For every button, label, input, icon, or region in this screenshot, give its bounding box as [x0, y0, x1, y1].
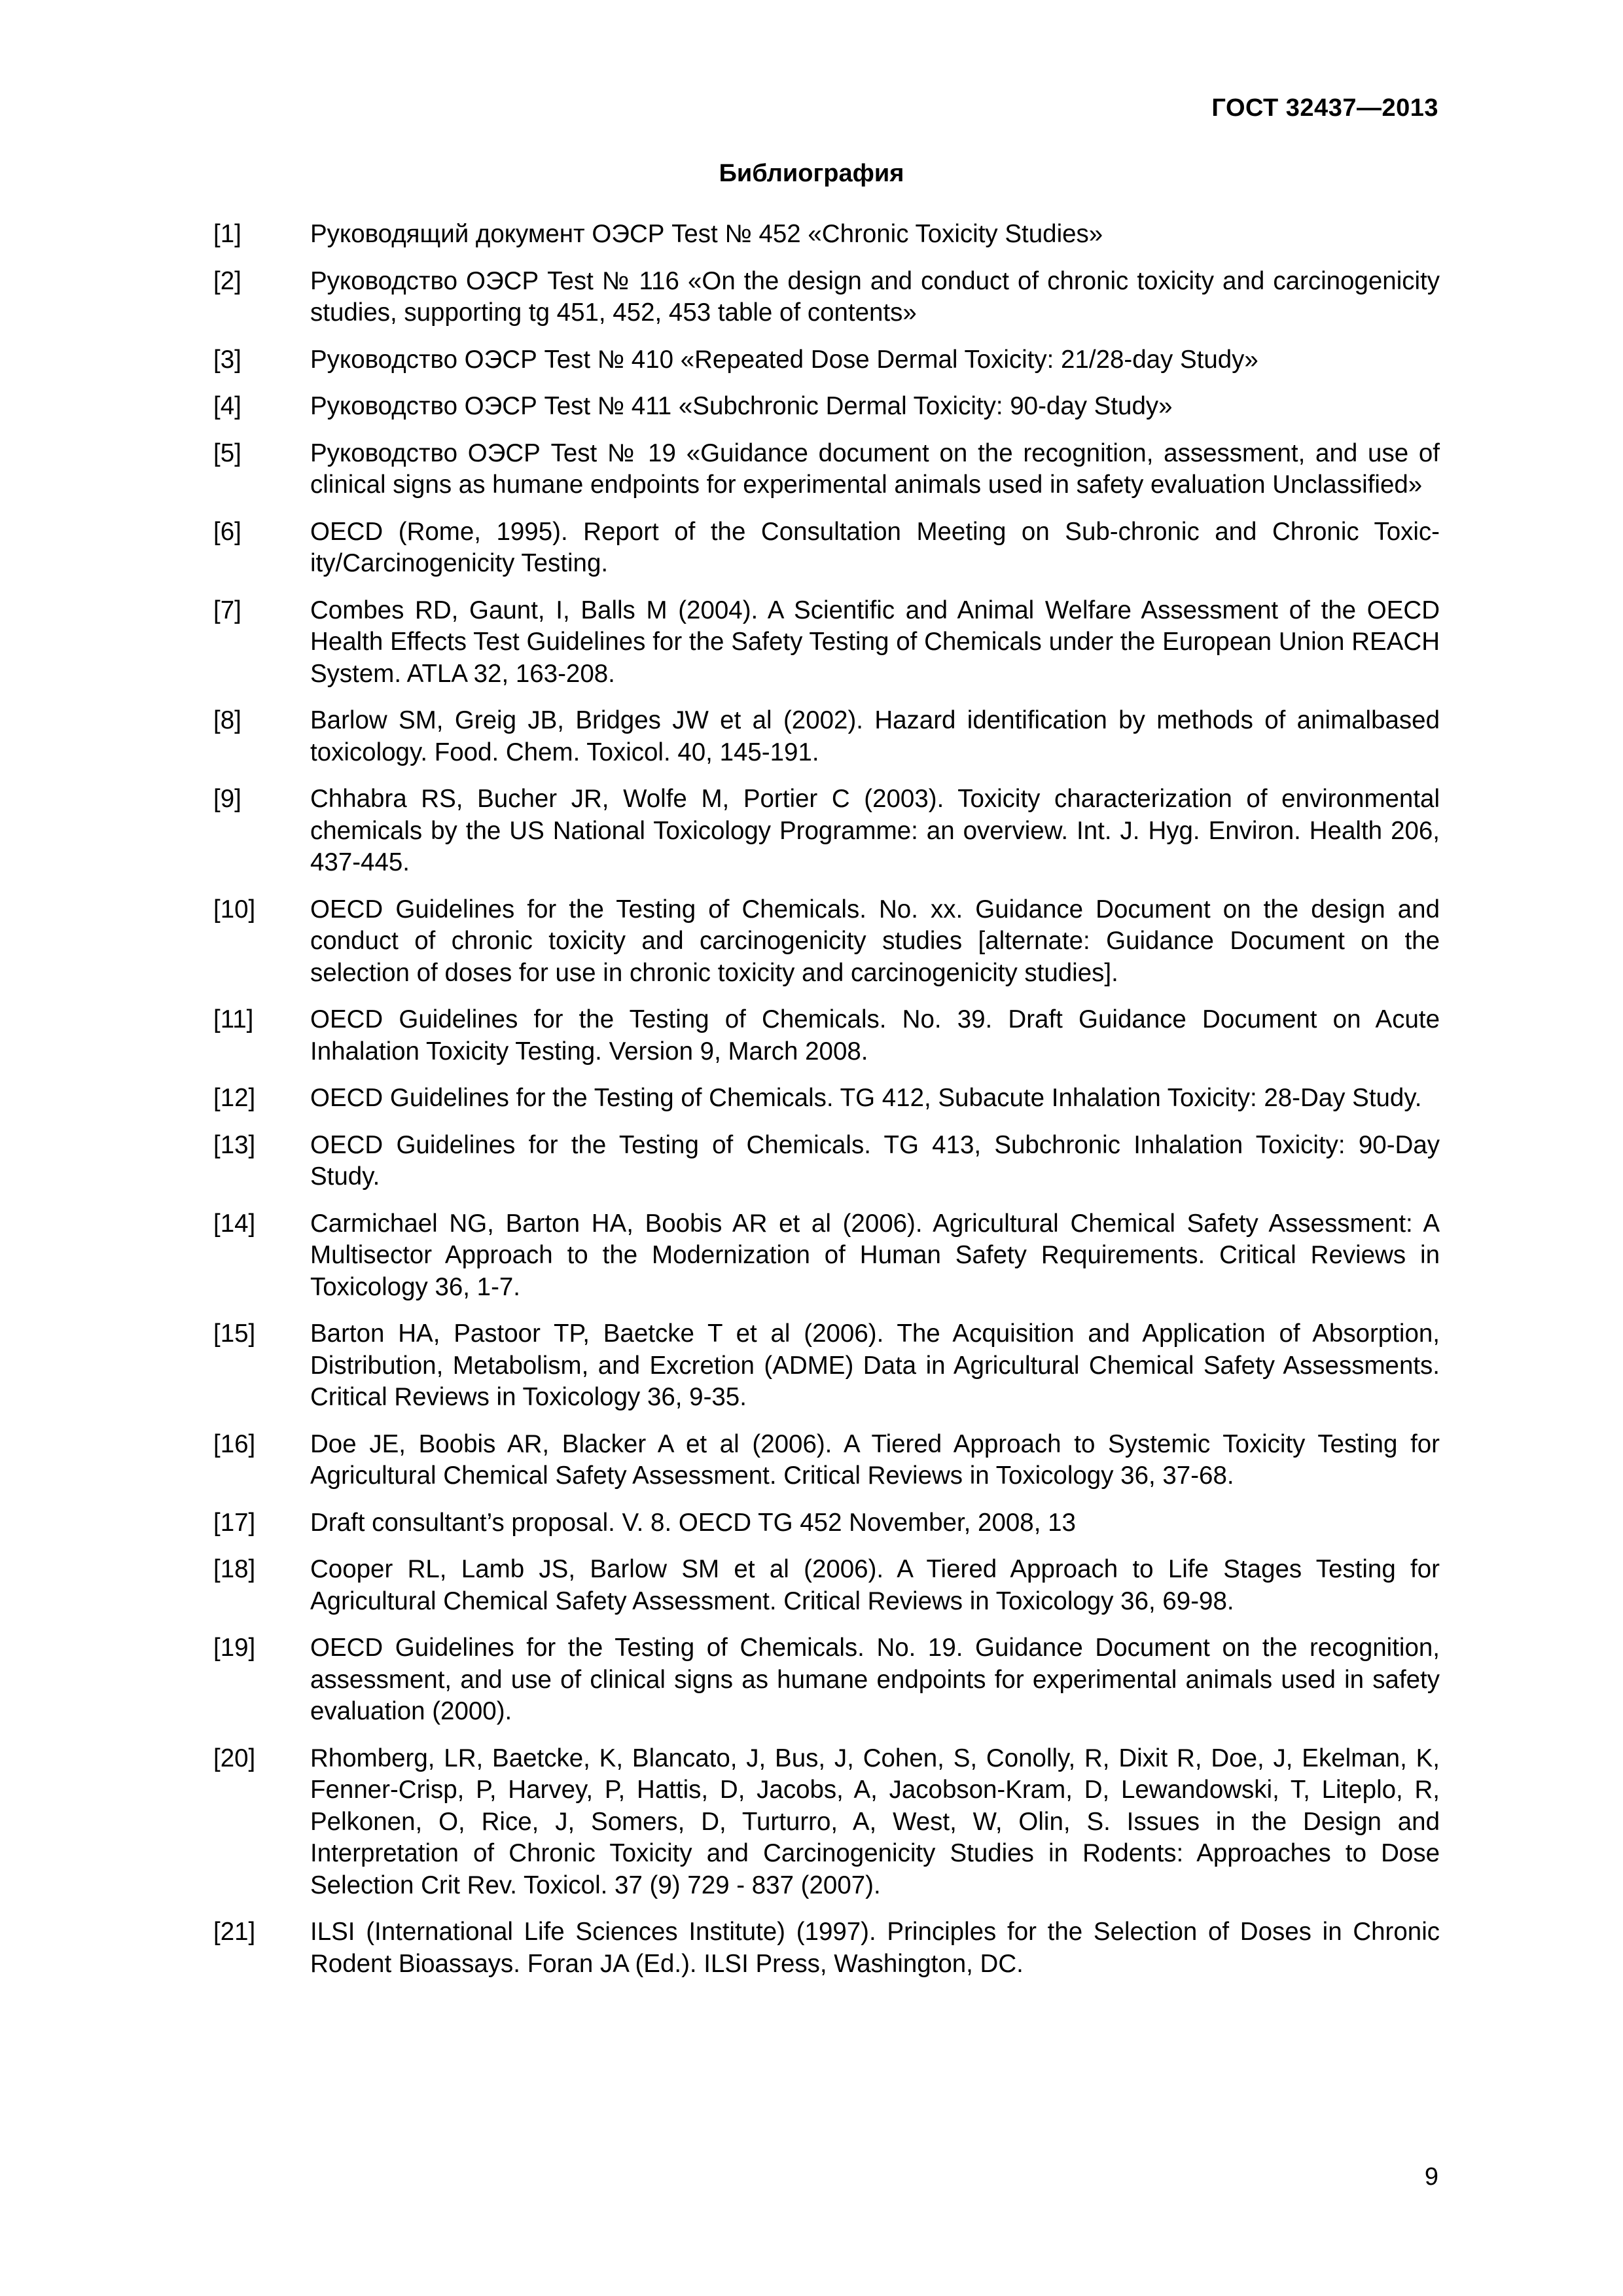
list-item	[213, 705, 1440, 768]
reference-text: Carmichael NG, Barton HA, Boobis AR et al (2006). Agricultural Chemical Safety Assessment: A Multisector Approach to the Modernization of Human Safety Requirements. Critical Reviews in Toxicology 36, 1-7.	[310, 1209, 1440, 1301]
reference-number: [10]	[213, 895, 256, 924]
reference-number: [3]	[213, 345, 241, 374]
list-item	[213, 1083, 1440, 1115]
list-item	[213, 783, 1440, 879]
list-item	[213, 894, 1440, 990]
reference-text: Руководящий документ ОЭСР Test № 452 «Chronic Toxicity Studies»	[310, 220, 1103, 248]
list-item	[213, 219, 1440, 251]
reference-text: Руководство ОЭСР Test № 411 «Subchronic Dermal Toxicity: 90-day Study»	[310, 392, 1173, 420]
reference-text: OECD Guidelines for the Testing of Chemicals. TG 412, Subacute Inhalation Toxicity: 28-Day Study.	[310, 1084, 1422, 1112]
reference-number: [17]	[213, 1508, 256, 1537]
reference-number: [11]	[213, 1005, 254, 1033]
reference-text: Doe JE, Boobis AR, Blacker A et al (2006). A Tiered Approach to Systemic Toxicity Testing for Agricultural Chemical Safety Assessment. Critical Reviews in Toxicology 36, 37-68.	[310, 1429, 1440, 1490]
list-item	[213, 391, 1440, 423]
reference-text: OECD Guidelines for the Testing of Chemicals. No. xx. Guidance Document on the design and conduct of chronic toxicity and carcinogenicity studies [alternate: Guidance Document on the selection of doses for use in chronic toxicity and carcinogenicity studies].	[310, 895, 1440, 987]
list-item	[213, 595, 1440, 691]
list-item	[213, 1429, 1440, 1492]
reference-text: Barton HA, Pastoor TP, Baetcke T et al (2006). The Acquisition and Application of Absorption, Distribution, Metabolism, and Excretion (ADME) Data in Agricultural Chemical Safety Assessments. Critical Reviews in Toxicology 36, 9-35.	[310, 1319, 1440, 1411]
reference-number: [14]	[213, 1209, 256, 1238]
reference-text: ILSI (International Life Sciences Institute) (1997). Principles for the Selection of Doses in Chronic Rodent Bioassays. Foran JA (Ed.). ILSI Press, Washington, DC.	[310, 1918, 1440, 1978]
reference-text: Draft consultant’s proposal. V. 8. OECD TG 452 November, 2008, 13	[310, 1508, 1076, 1537]
reference-text: OECD Guidelines for the Testing of Chemicals. No. 39. Draft Guidance Document on Acute Inhalation Toxicity Testing. Version 9, March 2008.	[310, 1005, 1440, 1066]
list-item	[213, 1318, 1440, 1414]
reference-text: Rhomberg, LR, Baetcke, K, Blancato, J, Bus, J, Cohen, S, Conolly, R, Dixit R, Doe, J, Ekelman, K, Fenner-Crisp, P, Harvey, P, Hattis, D, Jacobs, A, Jacobson-Kram, D, Lewandowski, T, Liteplo, R, Pelkonen, O, Rice, J, Somers, D, Turturro, A, West, W, Olin, S. Issues in the Design and Interpretation of Chronic Toxicity and Carcinogenicity Studies in Rodents: Approaches to Dose Selection Crit Rev. Toxicol. 37 (9) 729 - 837 (2007).	[310, 1744, 1440, 1899]
reference-text: Руководство ОЭСР Test № 116 «On the design and conduct of chronic toxicity and carcinogenicity studies, supporting tg 451, 452, 453 table of contents»	[310, 266, 1440, 327]
reference-number: [16]	[213, 1429, 256, 1458]
page-title: Библиография	[719, 160, 904, 187]
reference-number: [15]	[213, 1319, 256, 1348]
reference-text: Barlow SM, Greig JB, Bridges JW et al (2002). Hazard identification by methods of animalbased toxicology. Food. Chem. Toxicol. 40, 145-191.	[310, 706, 1440, 766]
reference-text: Chhabra RS, Bucher JR, Wolfe M, Portier C (2003). Toxicity characterization of environmental chemicals by the US National Toxicology Programme: an overview. Int. J. Hyg. Environ. Health 206, 437-445.	[310, 785, 1440, 876]
reference-number: [8]	[213, 706, 241, 734]
reference-number: [1]	[213, 220, 241, 248]
reference-number: [5]	[213, 439, 241, 467]
list-item	[213, 1130, 1440, 1193]
reference-number: [13]	[213, 1130, 256, 1159]
reference-number: [4]	[213, 392, 241, 420]
reference-number: [7]	[213, 596, 241, 624]
reference-number: [19]	[213, 1634, 256, 1662]
reference-text: Cooper RL, Lamb JS, Barlow SM et al (2006). A Tiered Approach to Life Stages Testing for Agricultural Chemical Safety Assessment. Critical Reviews in Toxicology 36, 69-98.	[310, 1555, 1440, 1615]
reference-number: [21]	[213, 1918, 256, 1946]
list-item	[213, 266, 1440, 329]
list-item	[213, 516, 1440, 580]
reference-number: [6]	[213, 517, 241, 546]
reference-text: Руководство ОЭСР Test № 19 «Guidance document on the recognition, assessment, and use of clinical signs as humane endpoints for experimental animals used in safety evaluation Unclassified»	[310, 439, 1440, 499]
reference-text: OECD Guidelines for the Testing of Chemicals. TG 413, Subchronic Inhalation Toxicity: 90-Day Study.	[310, 1130, 1440, 1191]
reference-text: Combes RD, Gaunt, I, Balls M (2004). A Scientific and Animal Welfare Assessment of the OECD Health Effects Test Guidelines for the Safety Testing of Chemicals under the European Union REACH System. ATLA 32, 163-208.	[310, 596, 1440, 688]
list-item	[213, 344, 1440, 376]
document-code: ГОСТ 32437—2013	[1211, 94, 1438, 122]
reference-number: [2]	[213, 266, 241, 295]
reference-text: Руководство ОЭСР Test № 410 «Repeated Dose Dermal Toxicity: 21/28-day Study»	[310, 345, 1258, 374]
page-number: 9	[1424, 2163, 1438, 2191]
reference-number: [9]	[213, 785, 241, 813]
bibliography-list	[213, 219, 1440, 1995]
list-item	[213, 1554, 1440, 1617]
list-item	[213, 1507, 1440, 1539]
list-item	[213, 1916, 1440, 1980]
reference-number: [20]	[213, 1744, 256, 1772]
reference-number: [12]	[213, 1084, 256, 1112]
list-item	[213, 1208, 1440, 1304]
list-item	[213, 1743, 1440, 1902]
reference-text: OECD Guidelines for the Testing of Chemicals. No. 19. Guidance Document on the recognition, assessment, and use of clinical signs as humane endpoints for experimental animals used in safety evaluation (2000).	[310, 1634, 1440, 1725]
reference-text: OECD (Rome, 1995). Report of the Consultation Meeting on Sub-chronic and Chronic Toxicity/Carcinogenicity Testing.	[310, 517, 1440, 577]
list-item	[213, 438, 1440, 501]
list-item	[213, 1004, 1440, 1067]
list-item	[213, 1632, 1440, 1728]
reference-number: [18]	[213, 1555, 256, 1583]
